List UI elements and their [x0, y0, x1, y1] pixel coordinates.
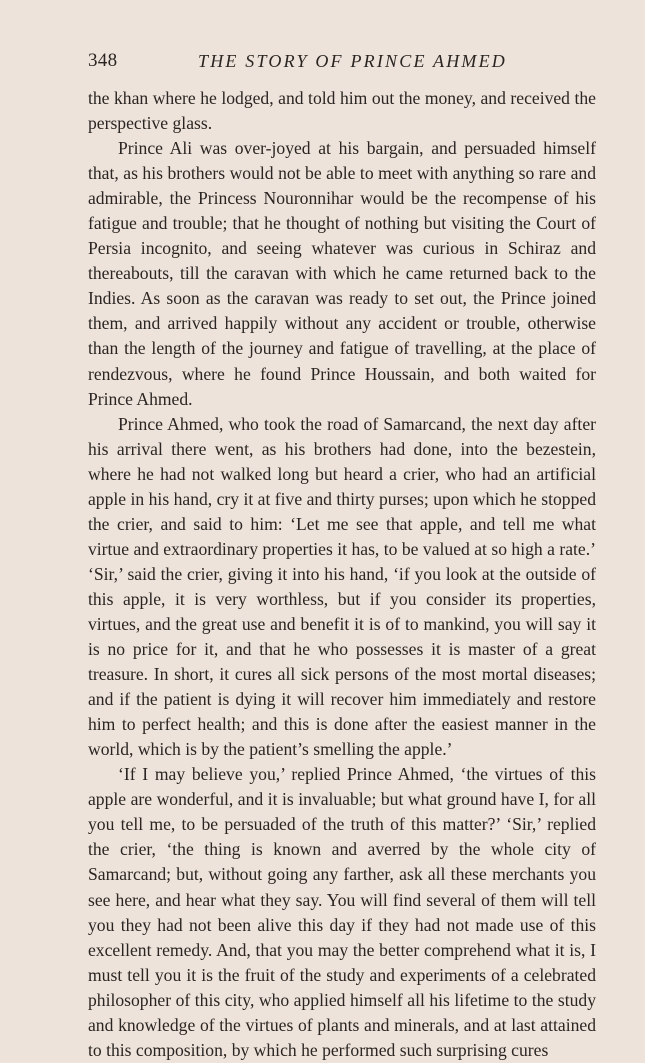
paragraph: Prince Ali was over-joyed at his bargain, and persuaded himself that, as his brothers would not be able to meet with anything so rare and admirable, the Princess Nouronnihar would be the recompense of his fatigue and trouble; that he thought of nothing but visiting the Court of Persia incognito, and seeing whatever was curious in Schiraz and thereabouts, till the caravan with which he came returned back to the Indies. As soon as the caravan was ready to set out, the Prince joined them, and arrived happily without any accident or trouble, otherwise than the length of the journey and fatigue of travelling, at the place of rendezvous, where he found Prince Houssain, and both waited for Prince Ahmed. — [88, 138, 596, 409]
running-head — [88, 50, 513, 76]
running-title: THE STORY OF PRINCE AHMED — [197, 51, 507, 71]
paragraph: the khan where he lodged, and told him out the money, and received the perspective glass. — [88, 88, 596, 134]
body-text — [88, 86, 596, 1063]
page-number: 348 — [88, 50, 118, 71]
paragraph: Prince Ahmed, who took the road of Samarcand, the next day after his arrival there went, as his brothers had done, into the bezestein, where he had not walked long but heard a crier, who had an artificial apple in his hand, cry it at five and thirty purses; upon which he stopped the crier, and said to him: ‘Let me see that apple, and tell me what virtue and extraordinary properties it has, to be valued at so high a rate.’ ‘Sir,’ said the crier, giving it into his hand, ‘if you look at the outside of this apple, it is very worthless, but if you consider its properties, virtues, and the great use and benefit it is of to mankind, you will say it is no price for it, and that he who possesses it is master of a great treasure. In short, it cures all sick persons of the most mortal diseases; and if the patient is dying it will recover him immediately and restore him to perfect health; and this is done after the easiest manner in the world, which is by the patient’s smelling the apple.’ — [88, 413, 596, 760]
paragraph: ‘If I may believe you,’ replied Prince Ahmed, ‘the virtues of this apple are wonderful, and it is invaluable; but what ground have I, for all you tell me, to be persuaded of the truth of this matter?’ ‘Sir,’ replied the crier, ‘the thing is known and averred by the whole city of Samarcand; but, without going any farther, ask all these merchants you see here, and hear what they say. You will find several of them will tell you they had not been alive this day if they had not made use of this excellent remedy. And, that you may the better comprehend what it is, I must tell you it is the fruit of the study and experiments of a celebrated philosopher of this city, who applied himself all his lifetime to the study and knowledge of the virtues of plants and minerals, and at last attained to this composition, by which he performed such surprising cures — [88, 764, 596, 1060]
